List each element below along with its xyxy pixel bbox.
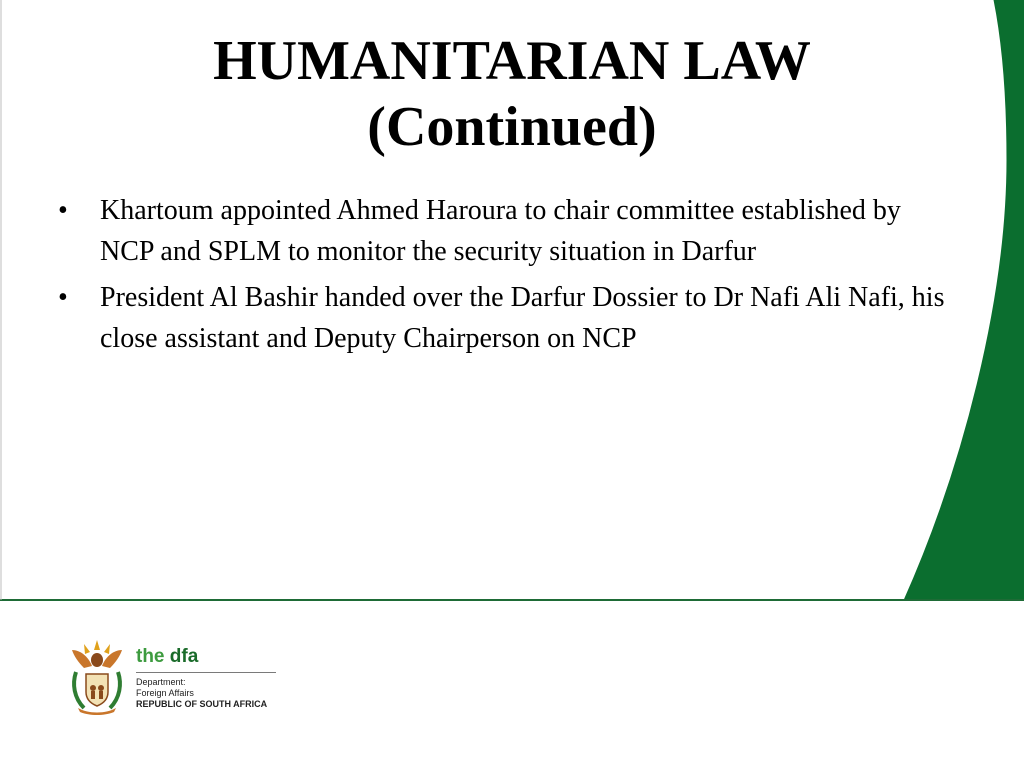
dfa-wordmark [136, 646, 276, 710]
bullet-dot: • [58, 282, 68, 313]
brand-divider [136, 672, 276, 673]
brand-the: the [136, 646, 165, 667]
slide-title-line1: HUMANITARIAN LAW [213, 30, 811, 92]
bullet-text: President Al Bashir handed over the Darfur Dossier to Dr Nafi Ali Nafi, his close assistant and Deputy Chairperson on NCP [100, 282, 945, 354]
department-name: Foreign Affairs [136, 688, 194, 698]
south-africa-coat-of-arms-icon [62, 636, 132, 716]
bullet-item [58, 277, 958, 359]
bullet-dot: • [58, 195, 68, 226]
brand-dfa: dfa [169, 646, 199, 667]
bullet-item [58, 190, 958, 272]
brand-name [136, 646, 276, 668]
slide-title [0, 28, 1024, 160]
slide-title-line2: (Continued) [367, 96, 657, 158]
country-name: REPUBLIC OF SOUTH AFRICA [136, 699, 268, 709]
department-label: Department: [136, 677, 186, 687]
bullet-text: Khartoum appointed Ahmed Haroura to chair committee established by NCP and SPLM to monitor the security situation in Darfur [100, 195, 901, 267]
bullet-list [58, 190, 958, 364]
